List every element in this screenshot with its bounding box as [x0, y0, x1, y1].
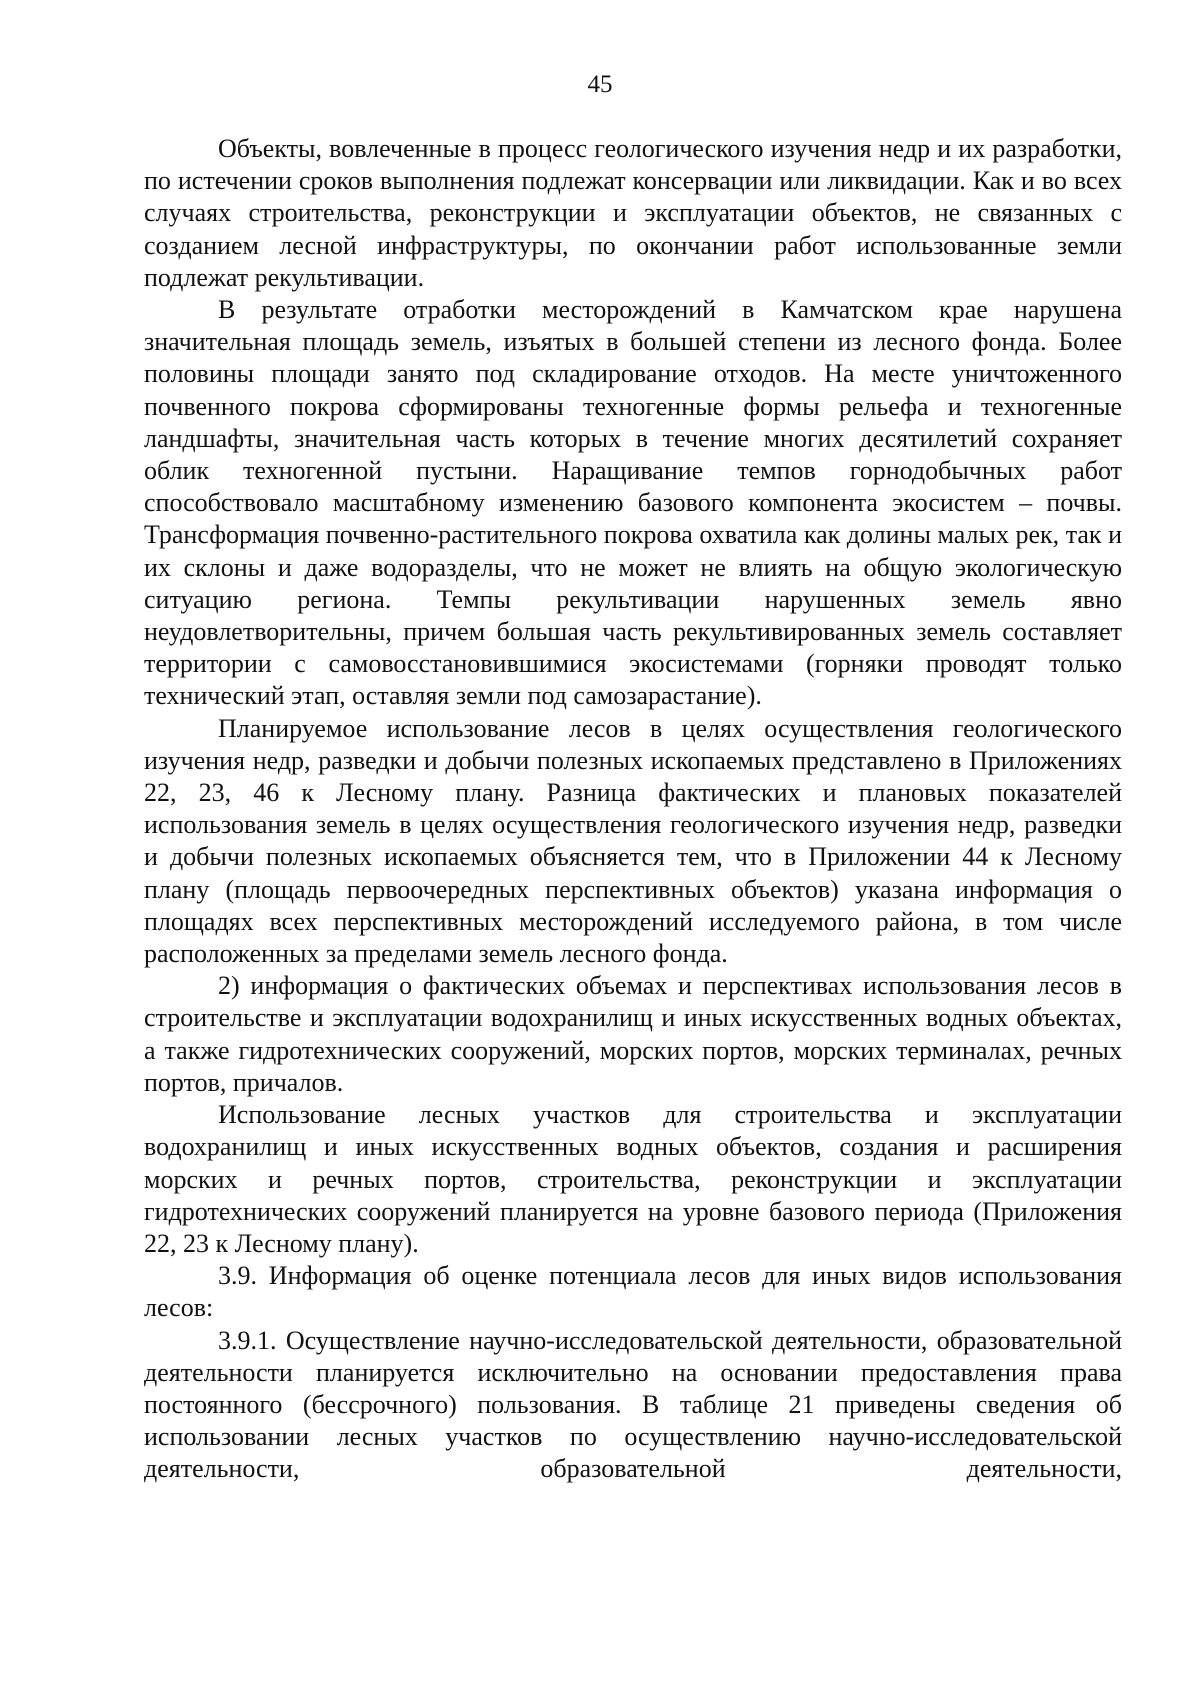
paragraph-forest-plots-use: Использование лесных участков для строительства и эксплуатации водохранилищ и иных искусственных водных объектов, создания и расширения морских и речных портов, строительства, реконструкции и эксплуатации гидротехнических сооружений планируется на уровне базового периода (Приложения 22, 23 к Лесному плану).: [144, 1100, 1122, 1258]
paragraph-planned-use: Планируемое использование лесов в целях осуществления геологического изучения недр, разведки и добычи полезных ископаемых представлено в Приложениях 22, 23, 46 к Лесному плану. Разница фактических и плановых показателей использования земель в целях осуществления геологического изучения недр, разведки и добычи полезных ископаемых объясняется тем, что в Приложении 44 к Лесному плану (площадь первоочередных перспективных объектов) указана информация о площадях всех перспективных месторождений исследуемого района, в том числе расположенных за пределами земель лесного фонда.: [144, 713, 1122, 969]
paragraph-geological-objects: Объекты, вовлеченные в процесс геологического изучения недр и их разработки, по истечении сроков выполнения подлежат консервации или ликвидации. Как и во всех случаях строительства, реконструкции и эксплуатации объектов, не связанных с созданием лесной инфраструктуры, по окончании работ использованные земли подлежат рекультивации.: [144, 134, 1122, 292]
paragraph-kamchatka-deposits: В результате отработки месторождений в Камчатском крае нарушена значительная площадь земель, изъятых в большей степени из лесного фонда. Более половины площади занято под складирование отходов. На месте уничтоженного почвенного покрова сформированы техногенные формы рельефа и техногенные ландшафты, значительная часть которых в течение многих десятилетий сохраняет облик техногенной пустыни. Наращивание темпов горнодобычных работ способствовало масштабному изменению базового компонента экосистем – почвы. Трансформация почвенно-растительного покрова охватила как долины малых рек, так и их склоны и даже водоразделы, что не может не влиять на общую экологическую ситуацию региона. Темпы рекультивации нарушенных земель явно неудовлетворительны, причем большая часть рекультивированных земель составляет территории с самовосстановившимися экосистемами (горняки проводят только технический этап, оставляя земли под самозарастание).: [144, 295, 1122, 711]
page-number: 45: [587, 71, 613, 98]
section-3-9-1: 3.9.1. Осуществление научно-исследовательской деятельности, образовательной деятельности планируется исключительно на основании предоставления права постоянного (бессрочного) пользования. В таблице 21 приведены сведения об использовании лесных участков по осуществлению научно-исследовательской деятельности, образовательной деятельности,: [144, 1325, 1122, 1484]
paragraph-reservoirs-info: 2) информация о фактических объемах и перспективах использования лесов в строительстве и эксплуатации водохранилищ и иных искусственных водных объектах, а также гидротехнических сооружений, морских портов, морских терминалах, речных портов, причалов.: [144, 971, 1122, 1097]
document-body: [144, 133, 1122, 1486]
section-heading-3-9: 3.9. Информация об оценке потенциала лесов для иных видов использования лесов:: [144, 1261, 1122, 1323]
